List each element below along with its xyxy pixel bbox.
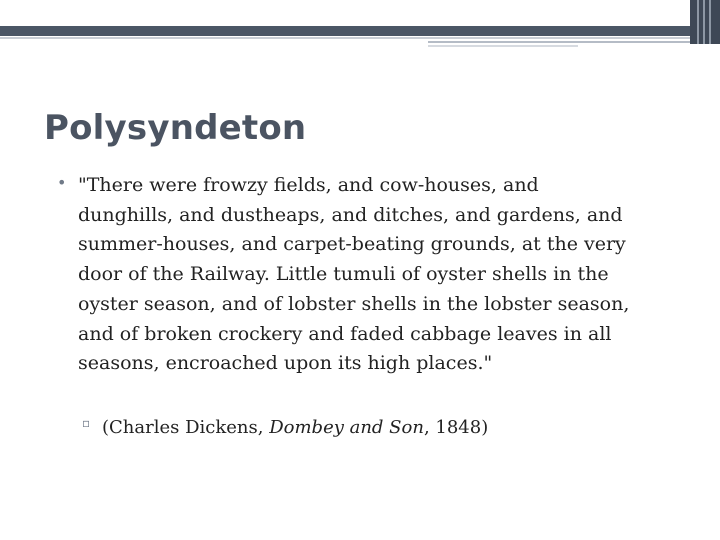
header-accent-line-shorter [428, 45, 578, 47]
corner-decoration [690, 0, 720, 44]
corner-stripe [697, 0, 699, 44]
corner-stripe [709, 0, 711, 44]
header-accent-line-short [428, 41, 690, 43]
bullet-line: door of the Railway. Little tumuli of oyster shells in the [78, 263, 609, 286]
bullet-line: seasons, encroached upon its high places." [78, 352, 493, 375]
slide-title: Polysyndeton [44, 108, 307, 148]
corner-stripe [703, 0, 705, 44]
bullet-line: "There were frowzy fields, and cow-houses, and [78, 174, 539, 196]
citation [102, 414, 488, 442]
bullet-text [78, 171, 718, 379]
header-accent-line [0, 37, 690, 39]
bullet-marker: • [57, 173, 67, 192]
citation-work-title: Dombey and Son [269, 417, 424, 438]
citation-suffix: , 1848) [423, 417, 489, 438]
bullet-line: summer-houses, and carpet-beating grounds, at the very [78, 233, 626, 256]
bullet-line: oyster season, and of lobster shells in the lobster season, [78, 292, 630, 315]
bullet-line: and of broken crockery and faded cabbage leaves in all [78, 322, 612, 345]
citation-prefix: (Charles Dickens, [102, 417, 270, 438]
header-bar [0, 26, 690, 36]
sub-bullet-marker: ▫ [82, 416, 91, 430]
bullet-line: dunghills, and dustheaps, and ditches, and gardens, and [78, 203, 623, 226]
